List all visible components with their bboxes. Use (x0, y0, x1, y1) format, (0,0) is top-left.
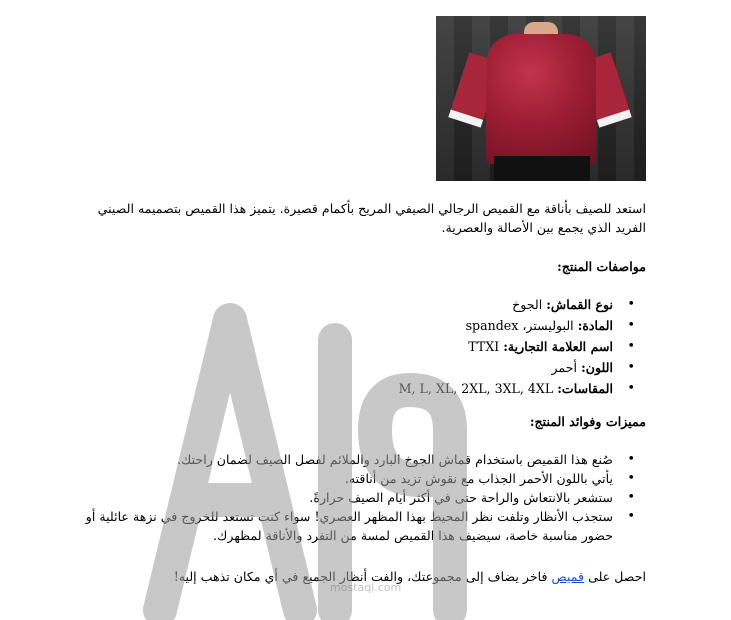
list-item (345, 379, 645, 400)
spec-label: اسم العلامة التجارية: (503, 339, 613, 354)
product-link[interactable]: قميص (551, 569, 585, 584)
list-item: • ستجذب الأنظار وتلفت نظر المحيط بهذا المظهر العصري! سواء كنت تستعد للخروج في نزهة عائلية أو حضور مناسبة خاصة، سيضيف هذا القميص لمسة من التفرد والأناقة لمظهرك. (65, 507, 645, 545)
intro-line-2: الفريد الذي يجمع بين الأصالة والعصرية. (441, 220, 646, 235)
list-item: • يأتي باللون الأحمر الجذاب مع نقوش تزيد من أناقته. (65, 469, 645, 488)
list-item (345, 337, 645, 358)
product-photo (436, 16, 646, 181)
closing-text-start: احصل على (584, 569, 646, 584)
photo-red-shirt (486, 34, 596, 164)
spec-value: M, L, XL, 2XL, 3XL, 4XL (398, 381, 558, 396)
spec-label: المادة: (577, 318, 613, 333)
intro-line-1: استعد للصيف بأناقة مع القميص الرجالي الصيفي المريح بأكمام قصيرة. يتميز هذا القميص بتصميمه الصيني (97, 201, 646, 216)
list-item (345, 316, 645, 337)
list-item (345, 295, 645, 316)
spec-value: أحمر (551, 360, 582, 375)
closing-text-end: فاخر يضاف إلى مجموعتك، والفت أنظار الجميع في أي مكان تذهب إليه! (173, 569, 552, 584)
list-item (345, 358, 645, 379)
spec-value: TTXI (468, 339, 504, 354)
features-heading: مميزات وفوائد المنتج: (529, 414, 646, 429)
spec-value: الجوخ (512, 297, 547, 312)
spec-value: البوليستر، spandex (465, 318, 578, 333)
specs-heading: مواصفات المنتج: (557, 259, 646, 274)
features-list (65, 450, 645, 545)
list-item: • صُنع هذا القميص باستخدام قماش الجوخ البارد والملائم لفصل الصيف لضمان راحتك. (65, 450, 645, 469)
intro-paragraph (81, 199, 646, 237)
specs-list (345, 295, 645, 400)
watermark-site-text: mostaql.com (330, 581, 402, 594)
spec-label: اللون: (581, 360, 613, 375)
list-item: • ستشعر بالانتعاش والراحة حتى في أكثر أيام الصيف حرارةً. (65, 488, 645, 507)
photo-black-pants (494, 156, 590, 181)
spec-label: نوع القماش: (546, 297, 613, 312)
spec-label: المقاسات: (557, 381, 613, 396)
